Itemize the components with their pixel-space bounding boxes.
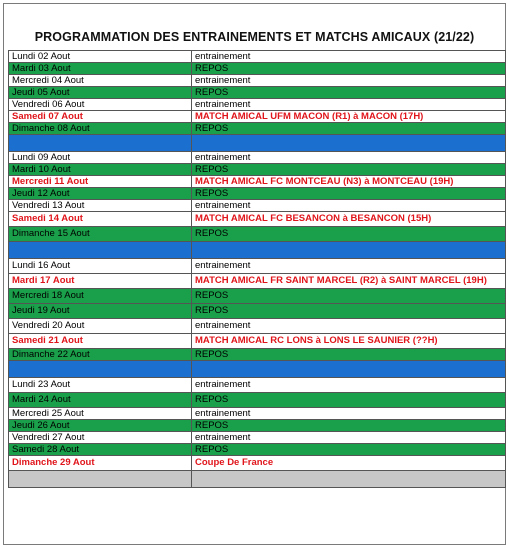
schedule-row: [9, 152, 506, 164]
activity-cell: MATCH AMICAL FC MONTCEAU (N3) à MONTCEAU (19H): [192, 176, 506, 188]
day-cell: Vendredi 13 Aout: [9, 200, 192, 212]
activity-cell: REPOS: [192, 444, 506, 456]
schedule-row: [9, 227, 506, 242]
activity-cell: entrainement: [192, 319, 506, 334]
day-cell: [9, 242, 192, 259]
activity-cell: entrainement: [192, 408, 506, 420]
schedule-row: [9, 63, 506, 75]
schedule-row: [9, 420, 506, 432]
schedule-rows: [9, 51, 506, 488]
schedule-row: [9, 123, 506, 135]
schedule-row: [9, 393, 506, 408]
day-cell: Jeudi 12 Aout: [9, 188, 192, 200]
day-cell: Mercredi 25 Aout: [9, 408, 192, 420]
day-cell: Vendredi 06 Aout: [9, 99, 192, 111]
activity-cell: REPOS: [192, 227, 506, 242]
separator-row: [9, 135, 506, 152]
activity-cell: REPOS: [192, 289, 506, 304]
day-cell: Samedi 14 Aout: [9, 212, 192, 227]
document-frame: [3, 3, 506, 545]
schedule-row: [9, 212, 506, 227]
activity-cell: entrainement: [192, 200, 506, 212]
schedule-row: [9, 319, 506, 334]
schedule-row: [9, 274, 506, 289]
schedule-row: [9, 111, 506, 123]
schedule-row: [9, 456, 506, 471]
day-cell: Samedi 07 Aout: [9, 111, 192, 123]
activity-cell: REPOS: [192, 349, 506, 361]
day-cell: Mardi 17 Aout: [9, 274, 192, 289]
activity-cell: REPOS: [192, 393, 506, 408]
day-cell: Samedi 28 Aout: [9, 444, 192, 456]
activity-cell: REPOS: [192, 123, 506, 135]
day-cell: Mardi 10 Aout: [9, 164, 192, 176]
day-cell: Lundi 23 Aout: [9, 378, 192, 393]
activity-cell: entrainement: [192, 152, 506, 164]
activity-cell: REPOS: [192, 304, 506, 319]
day-cell: Jeudi 05 Aout: [9, 87, 192, 99]
day-cell: Dimanche 29 Aout: [9, 456, 192, 471]
day-cell: Mercredi 04 Aout: [9, 75, 192, 87]
day-cell: Mercredi 18 Aout: [9, 289, 192, 304]
schedule-row: [9, 51, 506, 63]
schedule-row: [9, 87, 506, 99]
day-cell: Dimanche 22 Aout: [9, 349, 192, 361]
day-cell: [9, 361, 192, 378]
activity-cell: MATCH AMICAL FC BESANCON à BESANCON (15H): [192, 212, 506, 227]
schedule-table: [8, 50, 506, 488]
day-cell: [9, 135, 192, 152]
activity-cell: [192, 135, 506, 152]
activity-cell: REPOS: [192, 164, 506, 176]
activity-cell: Coupe De France: [192, 456, 506, 471]
day-cell: Vendredi 20 Aout: [9, 319, 192, 334]
day-cell: Jeudi 19 Aout: [9, 304, 192, 319]
schedule-row: [9, 432, 506, 444]
schedule-row: [9, 408, 506, 420]
day-cell: Lundi 16 Aout: [9, 259, 192, 274]
activity-cell: entrainement: [192, 51, 506, 63]
schedule-row: [9, 176, 506, 188]
activity-cell: [192, 242, 506, 259]
activity-cell: entrainement: [192, 99, 506, 111]
schedule-row: [9, 378, 506, 393]
schedule-row: [9, 304, 506, 319]
schedule-row: [9, 349, 506, 361]
activity-cell: [192, 471, 506, 488]
schedule-row: [9, 99, 506, 111]
activity-cell: entrainement: [192, 75, 506, 87]
day-cell: Jeudi 26 Aout: [9, 420, 192, 432]
activity-cell: REPOS: [192, 188, 506, 200]
activity-cell: REPOS: [192, 63, 506, 75]
day-cell: Lundi 02 Aout: [9, 51, 192, 63]
day-cell: Mercredi 11 Aout: [9, 176, 192, 188]
schedule-row: [9, 289, 506, 304]
schedule-row: [9, 164, 506, 176]
day-cell: Mardi 03 Aout: [9, 63, 192, 75]
day-cell: Lundi 09 Aout: [9, 152, 192, 164]
activity-cell: entrainement: [192, 378, 506, 393]
schedule-row: [9, 200, 506, 212]
day-cell: Vendredi 27 Aout: [9, 432, 192, 444]
activity-cell: MATCH AMICAL FR SAINT MARCEL (R2) à SAINT MARCEL (19H): [192, 274, 506, 289]
separator-row: [9, 361, 506, 378]
page-title: PROGRAMMATION DES ENTRAINEMENTS ET MATCHS AMICAUX (21/22): [34, 30, 475, 44]
schedule-row: [9, 334, 506, 349]
activity-cell: MATCH AMICAL UFM MACON (R1) à MACON (17H): [192, 111, 506, 123]
day-cell: Samedi 21 Aout: [9, 334, 192, 349]
schedule-row: [9, 444, 506, 456]
activity-cell: entrainement: [192, 432, 506, 444]
activity-cell: REPOS: [192, 420, 506, 432]
day-cell: Dimanche 08 Aout: [9, 123, 192, 135]
day-cell: Dimanche 15 Aout: [9, 227, 192, 242]
schedule-row: [9, 188, 506, 200]
day-cell: [9, 471, 192, 488]
activity-cell: entrainement: [192, 259, 506, 274]
schedule-row: [9, 259, 506, 274]
separator-row: [9, 242, 506, 259]
activity-cell: REPOS: [192, 87, 506, 99]
day-cell: Mardi 24 Aout: [9, 393, 192, 408]
schedule-row: [9, 75, 506, 87]
activity-cell: [192, 361, 506, 378]
activity-cell: MATCH AMICAL RC LONS à LONS LE SAUNIER (??H): [192, 334, 506, 349]
separator-row: [9, 471, 506, 488]
